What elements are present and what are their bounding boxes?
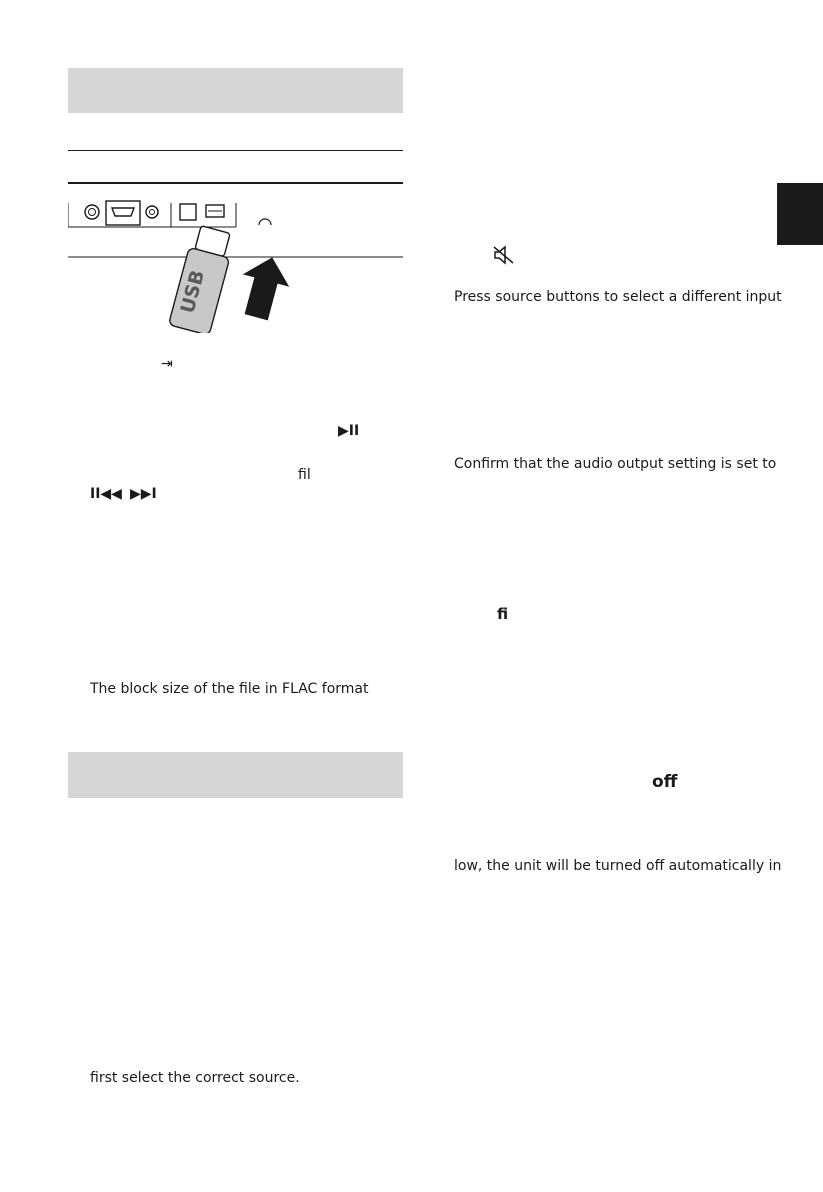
usb-connection-illustration — [68, 183, 408, 333]
language-tab — [777, 183, 823, 245]
hdmi-port-icon — [106, 201, 140, 225]
audio-port-icon — [146, 206, 158, 218]
usb-stick-label: USB — [176, 267, 210, 316]
usb-port-icon — [206, 205, 224, 217]
next-icon: ▶▶I — [130, 486, 157, 502]
section-header-band-2 — [68, 752, 403, 798]
fi-glyph: fil — [298, 467, 311, 483]
divider-rule — [68, 150, 403, 151]
source-buttons-text: Press source buttons to select a different input — [454, 289, 782, 305]
insert-arrow-icon — [233, 251, 295, 323]
mute-icon — [493, 245, 515, 265]
fi-glyph-bold: fi — [497, 605, 509, 623]
play-pause-icon: ▶II — [338, 423, 360, 439]
input-icon: ⇥ — [161, 356, 173, 372]
previous-icon: II◀◀ — [90, 486, 122, 502]
sensor-icon — [259, 219, 271, 225]
usb-stick-icon — [168, 224, 235, 333]
section-header-band — [68, 68, 403, 113]
flac-note-text: The block size of the file in FLAC format — [90, 681, 369, 697]
optical-port-icon — [180, 204, 196, 220]
auto-off-text: low, the unit will be turned off automatically in — [454, 858, 782, 874]
source-note-text: first select the correct source. — [90, 1070, 300, 1086]
coaxial-port-icon — [85, 205, 99, 219]
off-text: off — [652, 772, 678, 792]
audio-output-text: Confirm that the audio output setting is set to — [454, 456, 777, 472]
